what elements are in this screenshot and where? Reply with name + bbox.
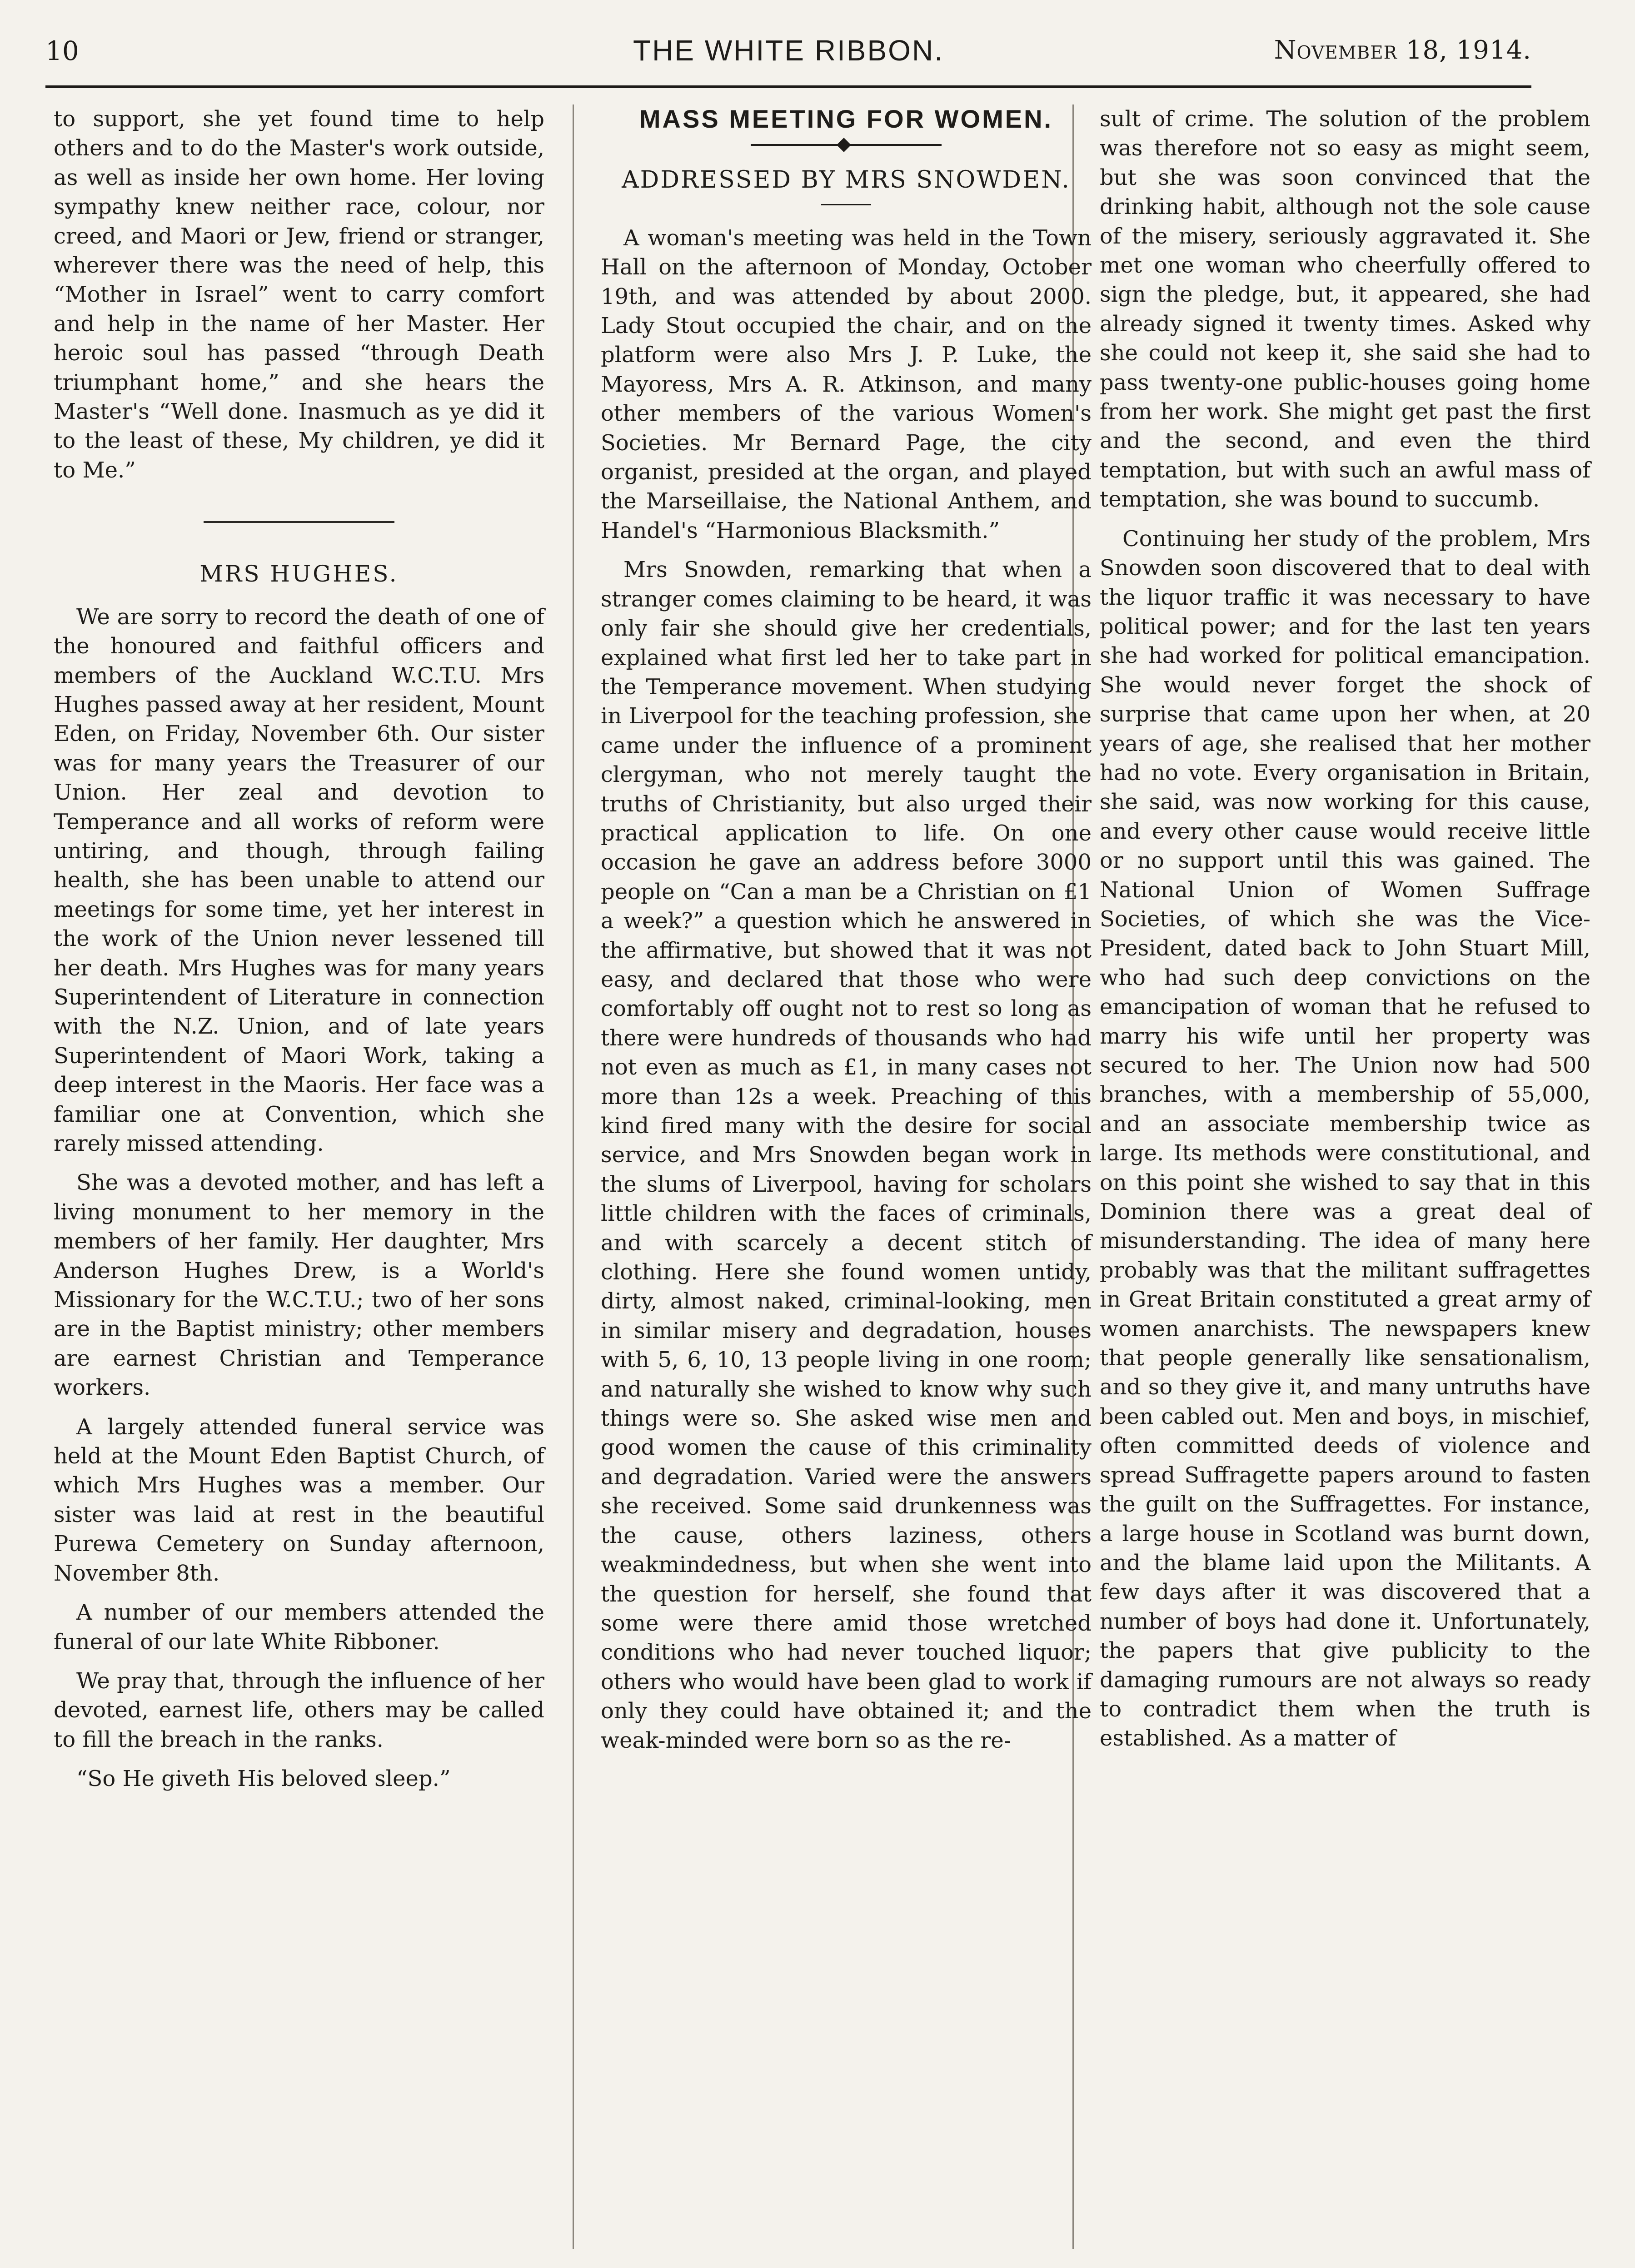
column-rule-1	[573, 104, 574, 2249]
obituary-paragraph-5: We pray that, through the influence of her devoted, earnest life, others may be called to fill the breach in the ranks.	[54, 1668, 544, 1752]
diamond-rule	[751, 138, 942, 152]
obituary-continuation: to support, she yet found time to help others and to do the Master's work outside, as well as inside her own home. Her loving sympathy knew neither race, colour, nor creed, and Maori or Jew, friend or stranger, wherever there was the need of help, this “Mother in Israel” went to carry comfort and help in the name of her Master. Her heroic soul has passed “through Death triumphant home,” and she hears the Master's “Well done. Inasmuch as ye did it to the least of these, My children, ye did it to Me.”	[54, 106, 544, 483]
obituary-heading: MRS HUGHES.	[199, 561, 399, 587]
diamond-ornament-icon	[837, 138, 851, 152]
article-title: MASS MEETING FOR WOMEN.	[639, 104, 1053, 133]
page-number: 10	[45, 35, 79, 66]
obituary-paragraph-2: She was a devoted mother, and has left a living monument to her memory in the members of her family. Her daughter, Mrs Anderson Hughes Drew, is a World's Missionary for the W.C.T.U.; two of her sons are in the Baptist ministry; other members are earnest Christian and Temperance workers.	[54, 1170, 544, 1401]
header-rule	[45, 85, 1531, 88]
article-paragraph-1: A woman's meeting was held in the Town Hall on the afternoon of Monday, October 19th, and was attended by about 2000. Lady Stout occupied the chair, and on the platform were also Mrs J. P. Luke, the Mayoress, Mrs A. R. Atkinson, and many other members of the various Women's Societies. Mr Bernard Page, the city organist, presided at the organ, and played the Marseillaise, the National Anthem, and Handel's “Harmonious Blacksmith.”	[601, 225, 1092, 543]
obituary-paragraph-4: A number of our members attended the funeral of our late White Ribboner.	[54, 1600, 544, 1655]
column-3	[1100, 104, 1590, 1763]
column-1	[54, 104, 544, 1804]
page-header	[45, 27, 1531, 77]
article-paragraph-4: Continuing her study of the problem, Mrs Snowden soon discovered that to deal with the liquor traffic it was necessary to have political power; and for the last ten years she had worked for political emancipation. She would never forget the shock of surprise that came upon her when, at 20 years of age, she realised that her mother had no vote. Every organisation in Britain, she said, was now working for this cause, and every other cause would receive little or no support until this was gained. The National Union of Women Suffrage Societies, of which she was the Vice-President, dated back to John Stuart Mill, who had such deep convictions on the emancipation of woman that he refused to marry his wife until her property was secured to her. The Union now had 500 branches, with a membership of 55,000, and an associate membership twice as large. Its methods were constitutional, and on this point she wished to say that in this Dominion there was a great deal of misunderstanding. The idea of many here probably was that the militant suffragettes in Great Britain constituted a great army of women anarchists. The newspapers knew that people generally like sensationalism, and so they give it, and many untruths have been cabled out. Men and boys, in mischief, often committed deeds of violence and spread Suffragette papers around to fasten the guilt on the Suffragettes. For instance, a large house in Scotland was burnt down, and the blame laid upon the Militants. A few days after it was discovered that a number of boys had done it. Unfortunately, the papers that give publicity to the damaging rumours are not always so ready to contradict them when the truth is established. As a matter of	[1100, 526, 1590, 1751]
obituary-paragraph-1: We are sorry to record the death of one of the honoured and faithful officers and members of the Auckland W.C.T.U. Mrs Hughes passed away at her resident, Mount Eden, on Friday, November 6th. Our sister was for many years the Treasurer of our Union. Her zeal and devotion to Temperance and all works of reform were untiring, and though, through failing health, she has been unable to attend our meetings for some time, yet her interest in the work of the Union never lessened till her death. Mrs Hughes was for many years Superintendent of Literature in connection with the N.Z. Union, and of late years Superintendent of Maori Work, taking a deep interest in the Maoris. Her face was a familiar one at Convention, which she rarely missed attending.	[54, 604, 544, 1156]
publication-title: THE WHITE RIBBON.	[633, 34, 944, 67]
obituary-paragraph-3: A largely attended funeral service was held at the Mount Eden Baptist Church, of which Mrs Hughes was a member. Our sister was laid at rest in the beautiful Purewa Cemetery on Sunday afternoon, November 8th.	[54, 1414, 544, 1586]
article-paragraph-2: Mrs Snowden, remarking that when a stranger comes claiming to be heard, it was only fair she should give her credentials, explained what first led her to take part in the Temperance movement. When studying in Liverpool for the teaching profession, she came under the influence of a prominent clergyman, who not merely taught the truths of Christianity, but also urged their practical application to life. On one occasion he gave an address before 3000 people on “Can a man be a Christian on £1 a week?” a question which he answered in the affirmative, but showed that it was not easy, and declared that those who were comfortably off ought not to rest so long as there were hundreds of thousands who had not even as much as £1, in many cases not more than 12s a week. Preaching of this kind fired many with the desire for social service, and Mrs Snowden began work in the slums of Liverpool, having for scholars little children with the faces of criminals, and with scarcely a decent stitch of clothing. Here she found women untidy, dirty, almost naked, criminal-looking, men in similar misery and degradation, houses with 5, 6, 10, 13 people living in one room; and naturally she wished to know why such things were so. She asked wise men and good women the cause of this criminality and degradation. Varied were the answers she received. Some said drunkenness was the cause, others laziness, others weakmindedness, but when she went into the question for herself, she found that some were there amid those wretched conditions who had never touched liquor; others who would have been glad to work if only they could have obtained it; and the weak-minded were born so as the re-	[601, 557, 1092, 1753]
column-2	[601, 104, 1092, 1765]
article-subtitle: ADDRESSED BY MRS SNOWDEN.	[622, 166, 1071, 194]
section-divider	[204, 521, 394, 523]
obituary-paragraph-6: “So He giveth His beloved sleep.”	[76, 1766, 451, 1792]
article-paragraph-3: sult of crime. The solution of the problem was therefore not so easy as might seem, but she was soon convinced that the drinking habit, although not the sole cause of the misery, seriously aggravated it. She met one woman who cheerfully offered to sign the pledge, but, it appeared, she had already signed it twenty times. Asked why she could not keep it, she said she had to pass twenty-one public-houses going home from her work. She might get past the first and the second, and even the third temptation, but with such an awful mass of temptation, she was bound to succumb.	[1100, 106, 1590, 512]
issue-date: November 18, 1914.	[1274, 35, 1531, 65]
subtitle-rule	[821, 204, 871, 205]
